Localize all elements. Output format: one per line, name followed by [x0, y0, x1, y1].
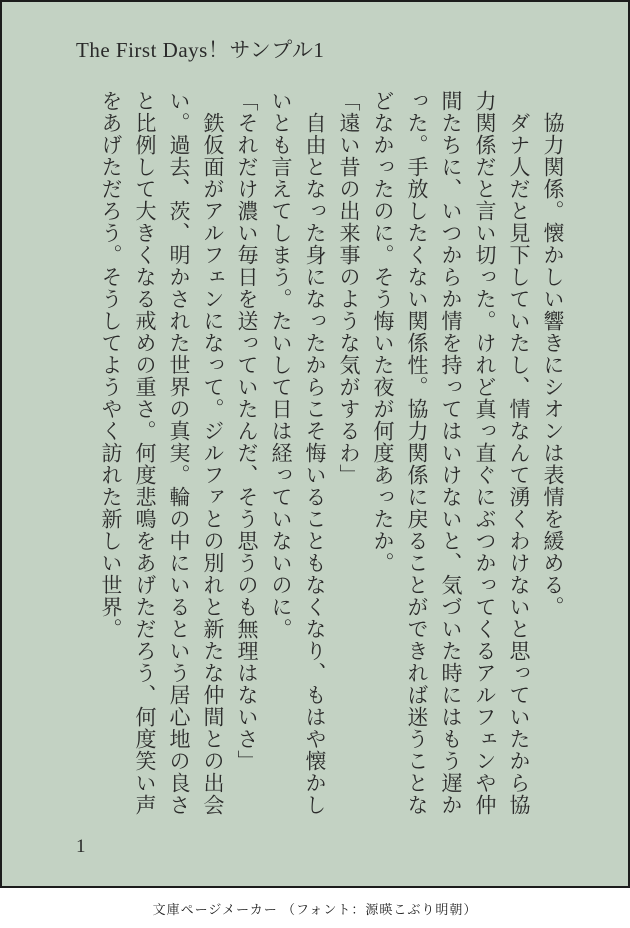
credit-text: 文庫ページメーカー （フォント：源暎こぶり明朝） [152, 901, 478, 917]
credit-footer [0, 888, 630, 928]
paragraph: ダナ人だと見下していたし、情なんて湧くわけないと思っていたから協力関係だと言い切った。けれど真っ直ぐにぶつかってくるアルフェンや仲間たちに、いつからか情を持ってはいけないと、気づいた時にはもう遅かった。手放したくない関係性。協力関係に戻ることができれば迷うことなどなかったのに。そう悔いた夜が何度あったか。 [371, 90, 531, 816]
page-title: The First Days！サンプル1 [76, 38, 325, 62]
paragraph: 「遠い昔の出来事のような気がするわ」 [337, 90, 361, 486]
paragraph: 自由となった身になったからこそ悔いることもなくなり、もはや懐かしいとも言えてしまう。たいして日は経っていないのに。 [269, 90, 327, 816]
page-number: 1 [76, 836, 86, 857]
paragraph: 「それだけ濃い毎日を送っていたんだ、そう思うのも無理はないさ」 [235, 90, 259, 772]
body-text [94, 90, 570, 818]
paragraph: 協力関係。懐かしい響きにシオンは表情を緩める。 [541, 90, 565, 618]
paragraph: 鉄仮面がアルフェンになって。ジルファとの別れと新たな仲間との出会い。過去、茨、明かされた世界の真実。輪の中にいるという居心地の良さと比例して大きくなる戒めの重さ。何度悲鳴をあげただろう、何度笑い声をあげただろう。そうしてようやく訪れた新しい世界。 [99, 90, 225, 816]
